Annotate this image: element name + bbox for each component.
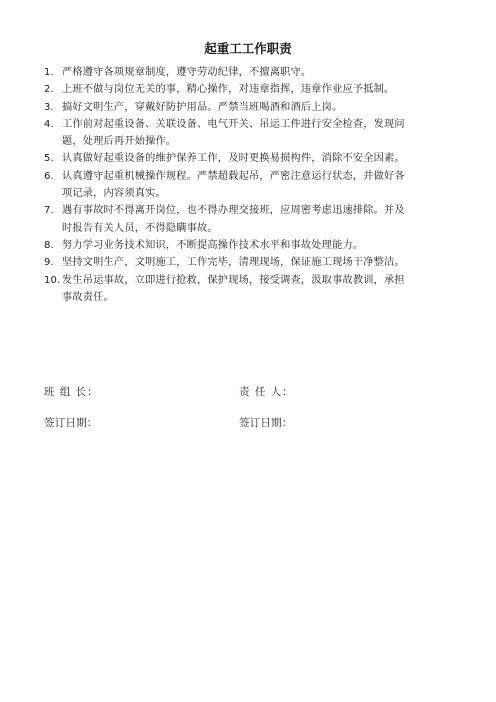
- duty-text: 严格遵守各项规章制度，遵守劳动纪律，不擅离职守。: [62, 67, 312, 78]
- duty-list: [44, 64, 464, 306]
- duty-text: 发生吊运事故，立即进行抢救，保护现场，接受调查，汲取事故教训，承担: [62, 274, 405, 286]
- duty-text: 工作前对起重设备、关联设备、电气开关、吊运工件进行安全检查，发现问: [62, 118, 405, 130]
- document-title: 起重工工作职责: [204, 41, 292, 56]
- duty-number: 7.: [44, 205, 54, 217]
- duty-number: 1.: [44, 67, 54, 78]
- duty-number: 4.: [44, 118, 54, 130]
- duty-number: 5.: [44, 153, 54, 165]
- responsible-person-label: 责 任 人：: [239, 386, 294, 398]
- duty-number: 9.: [44, 257, 54, 269]
- duty-item: [44, 168, 464, 203]
- left-sign-date-label: 签订日期：: [44, 417, 98, 429]
- duty-item: [44, 64, 464, 81]
- duty-item: [44, 237, 464, 254]
- duty-text: 搞好文明生产，穿戴好防护用品。严禁当班喝酒和酒后上岗。: [62, 101, 343, 113]
- duty-item: [44, 116, 464, 151]
- signature-block: [44, 384, 464, 446]
- duty-text: 努力学习业务技术知识，不断提高操作技术水平和事故处理能力。: [62, 239, 364, 251]
- duty-item: [44, 254, 464, 271]
- duty-number: 8.: [44, 239, 54, 251]
- duty-text: 认真遵守起重机械操作规程。严禁超载起吊，严密注意运行状态，并做好各: [62, 170, 405, 182]
- duty-number: 2.: [44, 84, 54, 96]
- duty-number: 10.: [44, 274, 61, 286]
- duty-text-continued: 题，处理后再开始操作。: [62, 136, 177, 148]
- duty-item: [44, 150, 464, 167]
- right-sign-date-label: 签订日期：: [239, 417, 293, 429]
- team-leader-label: 班 组 长：: [44, 386, 99, 398]
- signature-row-names: [44, 384, 464, 415]
- duty-text-continued: 事故责任。: [62, 291, 114, 303]
- duty-item: [44, 272, 464, 307]
- duty-text: 遇有事故时不得离开岗位，也不得办理交接班，应周密考虑迅速排除。并及: [62, 205, 405, 217]
- duty-text-continued: 项记录，内容须真实。: [62, 188, 166, 200]
- duty-number: 6.: [44, 170, 54, 182]
- duty-number: 3.: [44, 101, 54, 113]
- duty-item: [44, 81, 464, 98]
- duty-text: 上班不做与岗位无关的事，精心操作，对违章指挥，违章作业应予抵制。: [62, 84, 395, 96]
- signature-row-dates: [44, 415, 464, 446]
- duty-item: [44, 99, 464, 116]
- duty-text-continued: 时报告有关人员，不得隐瞒事故。: [62, 222, 218, 234]
- duty-item: [44, 202, 464, 237]
- duty-text: 认真做好起重设备的维护保养工作，及时更换易损构件，消除不安全因素。: [62, 153, 405, 165]
- duty-text: 坚持文明生产，文明施工，工作完毕，清理现场，保证施工现场干净整洁。: [62, 257, 405, 269]
